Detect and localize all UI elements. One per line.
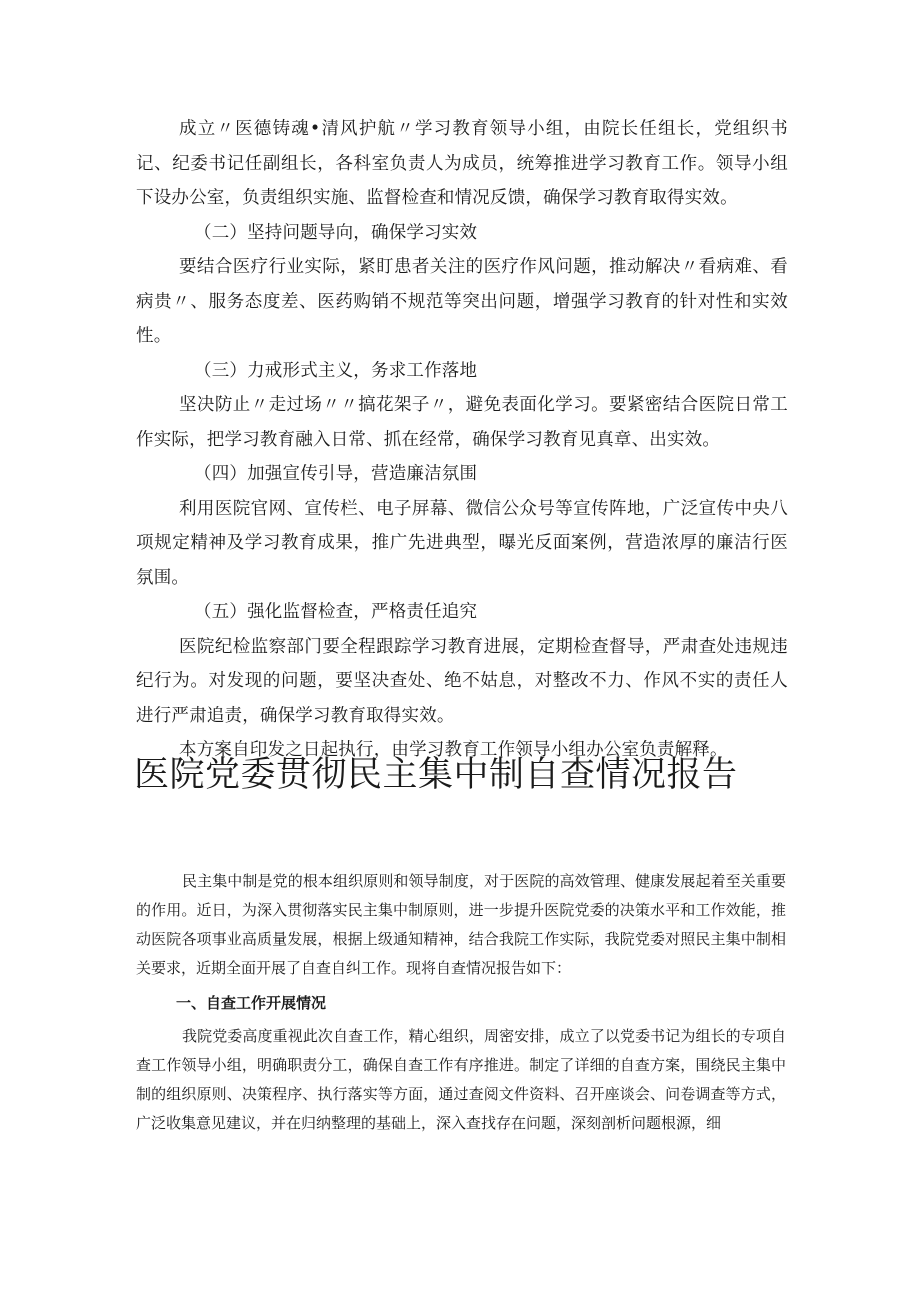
paragraph-effective-date: 本方案自印发之日起执行，由学习教育工作领导小组办公室负责解释。: [179, 740, 728, 760]
paragraph-supervision: 医院纪检监察部门要全程跟踪学习教育进展，定期检查督导，严肃查处违规违纪行为。对发现的问题，要坚决查处、绝不姑息，对整改不力、作风不实的责任人进行严肃追责，确保学习教育取得实效。: [136, 636, 788, 726]
paragraph-leading-group: 成立〃医德铸魂•清风护航〃学习教育领导小组，由院长任组长，党组织书记、纪委书记任副组长，各科室负责人为成员，统筹推进学习教育工作。领导小组下设办公室，负责组织实施、监督检查和情况反馈，确保学习教育取得实效。: [136, 119, 788, 208]
heading-anti-formalism: （三）力戒形式主义，务求工作落地: [194, 360, 478, 381]
heading-problem-oriented: （二）坚持问题导向，确保学习实效: [194, 222, 478, 243]
paragraph-problem-oriented: 要结合医疗行业实际，紧盯患者关注的医疗作风问题，推动解决〃看病难、看病贵〃、服务态度差、医药购销不规范等突出问题，增强学习教育的针对性和实效性。: [136, 257, 788, 346]
report-intro-paragraph: 民主集中制是党的根本组织原则和领导制度，对于医院的高效管理、健康发展起着至关重要的作用。近日，为深入贯彻落实民主集中制原则，进一步提升医院党委的决策水平和工作效能，推动医院各项事业高质量发展，根据上级通知精神，结合我院工作实际，我院党委对照民主集中制相关要求，近期全面开展了自查自纠工作。现将自查情况报告如下：: [136, 872, 786, 977]
report-body: [136, 867, 786, 1138]
heading-supervision: （五）强化监督检查，严格责任追究: [194, 602, 478, 622]
plan-continuation: [136, 112, 788, 768]
paragraph-anti-formalism: 坚决防止〃走过场〃〃搞花架子〃，避免表面化学习。要紧密结合医院日常工作实际，把学习教育融入日常、抓在经常，确保学习教育见真章、出实效。: [136, 395, 788, 450]
report-title: 医院党委贯彻民主集中制自查情况报告: [134, 755, 738, 795]
section-heading-self-check: 一、自查工作开展情况: [176, 994, 327, 1012]
paragraph-publicity: 利用医院官网、宣传栏、电子屏幕、微信公众号等宣传阵地，广泛宣传中央八项规定精神及学习教育成果，推广先进典型，曝光反面案例，营造浓厚的廉洁行医氛围。: [136, 498, 788, 588]
heading-publicity: （四）加强宣传引导，营造廉洁氛围: [194, 464, 478, 484]
self-check-paragraph: 我院党委高度重视此次自查工作，精心组织，周密安排，成立了以党委书记为组长的专项自查工作领导小组，明确职责分工，确保自查工作有序推进。制定了详细的自查方案，围绕民主集中制的组织原则、决策程序、执行落实等方面，通过查阅文件资料、召开座谈会、问卷调查等方式，广泛收集意见建议，并在归纳整理的基础上，深入查找存在问题，深刻剖析问题根源，细: [136, 1027, 786, 1132]
